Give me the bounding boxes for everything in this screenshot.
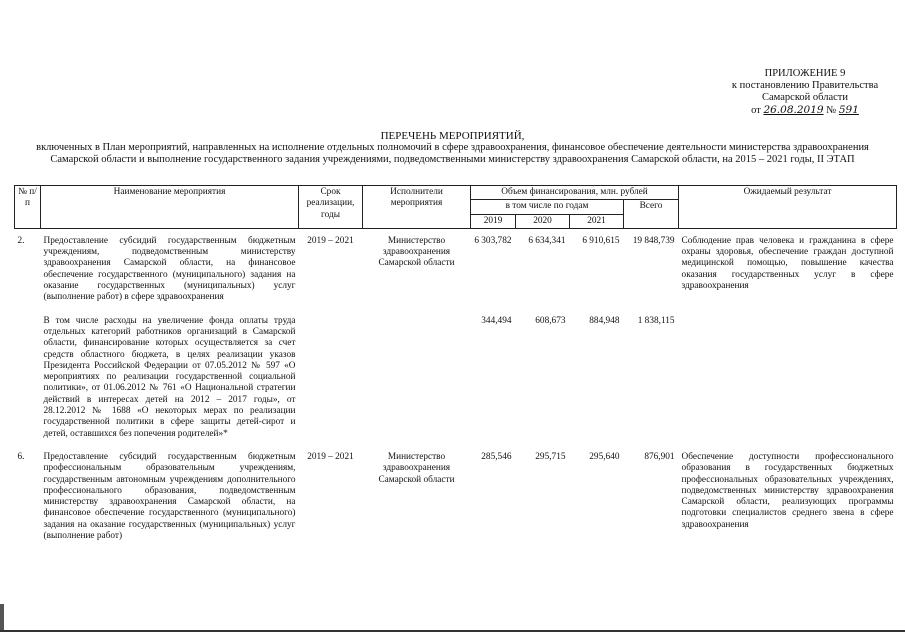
row-value-2021: 884,948: [589, 315, 620, 326]
row-name: Предоставление субсидий государственным бюджетным профессиональным образовательным учреждениям, государственным автономным учреждениям дополнительного профессионального образования, подведомственным министерству здравоохранения Самарской области, на финансовое обеспечение государственного (муниципального) задания на оказание государственных (муниципальных) услуг (выполнение работ): [43, 451, 296, 542]
appendix-block: [715, 68, 895, 117]
row-value-2019: 6 303,782: [474, 235, 512, 246]
row-value-2020: 6 634,341: [528, 235, 566, 246]
row-value-2021: 6 910,615: [582, 235, 620, 246]
row-executor: [363, 315, 471, 441]
row-total: 876,901: [644, 451, 675, 462]
handwritten-date: 26.08.2019: [763, 104, 824, 116]
table-row: [15, 451, 897, 543]
row-value-2021: 295,640: [589, 451, 620, 462]
row-num: 2.: [17, 235, 25, 246]
measures-table: [14, 185, 897, 543]
appendix-title: ПРИЛОЖЕНИЕ 9: [764, 68, 846, 79]
row-result: Обеспечение доступности профессионального образования в государственных бюджетных профессиональных образовательных учреждениях, подведомственных министерству здравоохранения Самарской области, реализующих программы подготовки специалистов среднего звена в сфере здравоохранения: [681, 451, 894, 530]
row-result: [679, 315, 897, 441]
number-prefix: №: [826, 105, 837, 116]
table-row: [15, 315, 897, 441]
header-year-2019: 2019: [471, 214, 516, 228]
row-term: [299, 315, 363, 441]
header-executor: Исполнители мероприятия: [363, 186, 471, 229]
row-num: 6.: [17, 451, 25, 462]
table-row: [15, 235, 897, 305]
document-title: ПЕРЕЧЕНЬ МЕРОПРИЯТИЙ,: [380, 130, 525, 142]
document-title-block: [0, 130, 905, 166]
document-subtitle-1: включенных в План мероприятий, направленных на исполнение отдельных полномочий в сфере здравоохранения, финансовое обеспечение деятельности министерства здравоохранения: [36, 142, 869, 153]
row-value-2019: 344,494: [481, 315, 512, 326]
header-year-2020: 2020: [516, 214, 570, 228]
appendix-date-line: [715, 104, 895, 117]
row-result: Соблюдение прав человека и гражданина в сфере охраны здоровья, обеспечение граждан доступной медицинской помощью, повышение качества оказания государственных услуг в сфере здравоохранения: [681, 235, 894, 292]
row-value-2020: 608,673: [535, 315, 566, 326]
row-name: В том числе расходы на увеличение фонда оплаты труда отдельных категорий работников организаций в Самарской области, финансирование которых осуществляется за счет средств областного бюджета, в целях реализации указов Президента Российской Федерации от 07.05.2012 № 597 «О мероприятиях по реализации государственной социальной политики», от 01.06.2012 № 761 «О Национальной стратегии действий в интересах детей на 2012 – 2017 годы», от 28.12.2012 № 1688 «О некоторых мерах по реализации государственной политики в сфере защиты детей-сирот и детей, оставшихся без попечения родителей»*: [43, 315, 296, 439]
document-subtitle-2: Самарской области и выполнение государственного задания учреждениями, подведомственными министерству здравоохранения Самарской области, на 2015 – 2021 годы, II ЭТАП: [50, 154, 855, 165]
row-executor: Министерство здравоохранения Самарской области: [378, 451, 455, 485]
header-total: Всего: [624, 200, 679, 229]
row-value-2019: 285,546: [481, 451, 512, 462]
page-bottom-rule: [0, 630, 905, 632]
appendix-line-3: Самарской области: [762, 92, 848, 103]
header-name: Наименование мероприятия: [41, 186, 299, 229]
row-term: 2019 – 2021: [307, 451, 354, 462]
date-prefix: от: [751, 105, 761, 116]
row-total: 19 848,739: [632, 235, 675, 246]
row-executor: Министерство здравоохранения Самарской области: [378, 235, 455, 269]
scan-edge-mark: [0, 604, 4, 630]
header-result: Ожидаемый результат: [679, 186, 897, 229]
row-term: 2019 – 2021: [307, 235, 354, 246]
header-year-2021: 2021: [570, 214, 624, 228]
header-funding: Объем финансирования, млн. рублей: [471, 186, 679, 200]
row-total: 1 838,115: [637, 315, 675, 326]
header-by-years: в том числе по годам: [471, 200, 624, 214]
handwritten-number: 591: [838, 104, 859, 116]
header-term: Срок реализации, годы: [299, 186, 363, 229]
row-value-2020: 295,715: [535, 451, 566, 462]
row-name: Предоставление субсидий государственным бюджетным учреждениям, подведомственным министерству здравоохранения Самарской области, на финансовое обеспечение государственного (муниципального) задания на оказание государственных (муниципальных) услуг (выполнение работ) в сфере здравоохранения: [43, 235, 296, 303]
row-num: [15, 315, 41, 441]
appendix-line-2: к постановлению Правительства: [731, 80, 879, 91]
header-num: № п/п: [15, 186, 41, 229]
